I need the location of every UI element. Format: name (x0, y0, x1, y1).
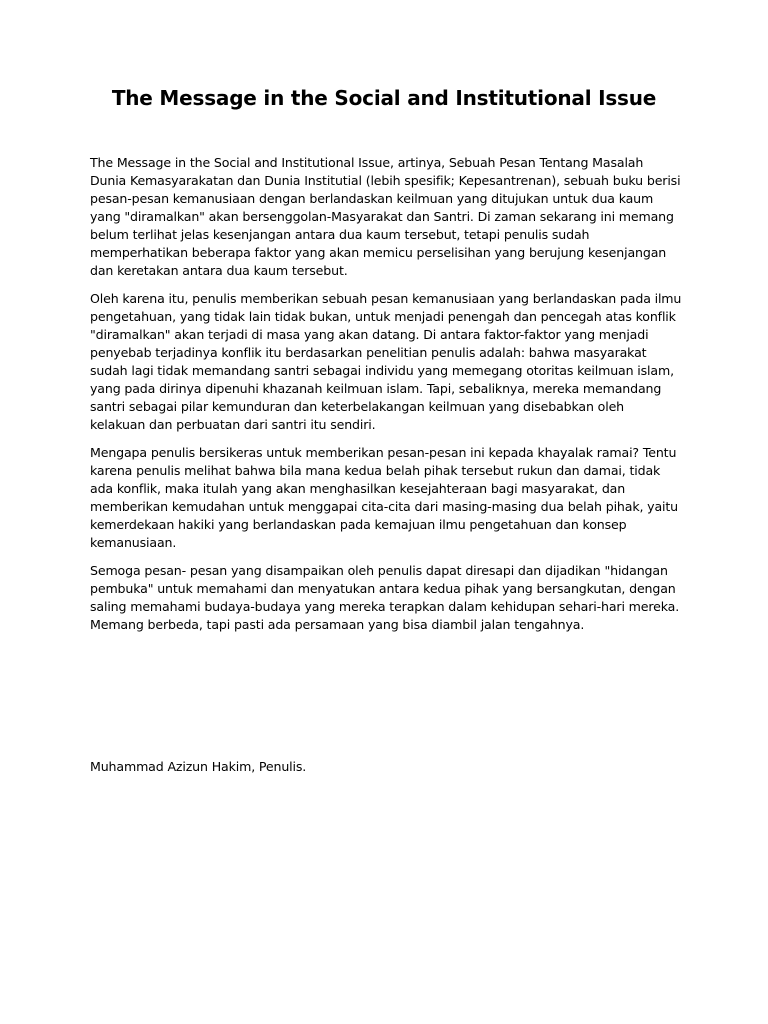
document-title: The Message in the Social and Institutional Issue (111, 86, 657, 110)
document-body (90, 154, 682, 644)
paragraph-2: Oleh karena itu, penulis memberikan sebuah pesan kemanusiaan yang berlandaskan pada ilmu pengetahuan, yang tidak lain tidak bukan, untuk menjadi penengah dan pencegah atas konflik "diramalkan" akan terjadi di masa yang akan datang. Di antara faktor-faktor yang menjadi penyebab terjadinya konflik itu berdasarkan penelitian penulis adalah: bahwa masyarakat sudah lagi tidak memandang santri sebagai individu yang memegang otoritas keilmuan islam, yang pada dirinya dipenuhi khazanah keilmuan islam. Tapi, sebaliknya, mereka memandang santri sebagai pilar kemunduran dan keterbelakangan keilmuan yang disebabkan oleh kelakuan dan perbuatan dari santri itu sendiri. (90, 291, 682, 432)
paragraph-4: Semoga pesan- pesan yang disampaikan oleh penulis dapat diresapi dan dijadikan "hidangan pembuka" untuk memahami dan menyatukan antara kedua pihak yang bersangkutan, dengan saling memahami budaya-budaya yang mereka terapkan dalam kehidupan sehari-hari mereka. Memang berbeda, tapi pasti ada persamaan yang bisa diambil jalan tengahnya. (90, 563, 680, 632)
author-signature: Muhammad Azizun Hakim, Penulis. (90, 759, 307, 774)
paragraph-1: The Message in the Social and Institutional Issue, artinya, Sebuah Pesan Tentang Masalah Dunia Kemasyarakatan dan Dunia Institutial (lebih spesifik; Kepesantrenan), sebuah buku berisi pesan-pesan kemanusiaan dengan berlandaskan keilmuan yang ditujukan untuk dua kaum yang "diramalkan" akan bersenggolan-Masyarakat dan Santri. Di zaman sekarang ini memang belum terlihat jelas kesenjangan antara dua kaum tersebut, tetapi penulis sudah memperhatikan beberapa faktor yang akan memicu perselisihan yang berujung kesenjangan dan keretakan antara dua kaum tersebut. (90, 155, 681, 278)
paragraph-3: Mengapa penulis bersikeras untuk memberikan pesan-pesan ini kepada khayalak ramai? Tentu karena penulis melihat bahwa bila mana kedua belah pihak tersebut rukun dan damai, tidak ada konflik, maka itulah yang akan menghasilkan kesejahteraan bagi masyarakat, dan memberikan kemudahan untuk menggapai cita-cita dari masing-masing dua belah pihak, yaitu kemerdekaan hakiki yang berlandaskan pada kemajuan ilmu pengetahuan dan konsep kemanusiaan. (90, 445, 679, 550)
